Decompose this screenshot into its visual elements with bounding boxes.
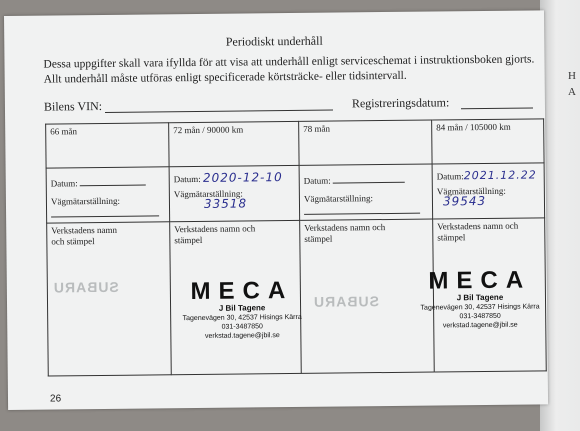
workshop-stamp-2	[177, 276, 308, 341]
faint-stamp-right	[312, 293, 423, 310]
vin-label: Bilens VIN:	[43, 98, 103, 114]
right-page-letter-1: H	[568, 70, 576, 82]
header-row	[46, 119, 544, 168]
handwritten-odometer-4: 39543	[442, 193, 487, 209]
registration-date-label: Registreringsdatum:	[351, 95, 450, 111]
stamp-address-4: Tagenevägen 30, 42537 Hisings Kärra	[420, 303, 540, 312]
odometer-label-1: Vägmätarställning:	[50, 195, 120, 207]
odometer-label-4: Vägmätarställning:	[436, 185, 506, 197]
odometer-label-2: Vägmätarställning:	[173, 188, 243, 200]
page-title: Periodiskt underhåll	[225, 33, 323, 49]
workshop-cell-1	[47, 222, 172, 376]
stamp-address-2: Tagenevägen 30, 42537 Hisings Kärra	[182, 313, 302, 323]
column-header-1: 66 mån	[46, 123, 169, 168]
column-header-2: 72 mån / 90000 km	[169, 121, 299, 166]
workshop-label-1: Verkstadens namn och stämpel	[51, 224, 118, 247]
date-label-2: Datum:	[173, 173, 201, 185]
faint-stamp-brand-left: SUBARU	[52, 278, 119, 296]
registration-date-line	[461, 107, 533, 109]
workshop-stamp-4	[420, 268, 541, 330]
stamp-email-2: verkstad.tagene@jbil.se	[204, 332, 280, 340]
date-cell-3	[299, 164, 433, 220]
meca-logo-2: MECA	[190, 276, 294, 306]
odometer-label-3: Vägmätarställning:	[303, 193, 373, 204]
date-cell-1	[46, 167, 170, 223]
booklet-page	[4, 10, 548, 410]
intro-line-2: Allt underhåll måste utföras enligt specificerade körtsträcke- eller tidsintervall.	[43, 69, 407, 86]
vin-line	[105, 110, 333, 113]
date-odometer-row	[46, 163, 545, 223]
workshop-label-4: Verkstadens namn och stämpel	[437, 220, 519, 243]
stamp-phone-4: 031-3487850	[459, 312, 501, 321]
handwritten-date-2: 2020-12-10	[202, 170, 283, 185]
column-header-3: 78 mån	[299, 120, 432, 165]
workshop-label-3: Verkstadens namn och stämpel	[304, 222, 386, 244]
column-header-4: 84 mån / 105000 km	[432, 119, 544, 164]
date-cell-4	[432, 163, 545, 219]
stamp-email-4: verkstad.tagene@jbil.se	[442, 321, 518, 330]
handwritten-odometer-2: 33518	[203, 196, 248, 211]
stamp-phone-2: 031-3487850	[221, 323, 263, 331]
faint-stamp-brand-right: SUBARU	[312, 293, 379, 310]
date-label-1: Datum:	[50, 178, 78, 189]
faint-stamp-left	[52, 278, 163, 296]
date-label-3: Datum:	[303, 175, 331, 186]
intro-line-1: Dessa uppgifter skall vara ifyllda för att visa att underhåll enligt serviceschemat i instruktionsboken gjorts.	[43, 53, 535, 71]
page-number: 26	[49, 393, 62, 405]
right-page-letter-2: A	[568, 86, 576, 98]
meca-logo-4: MECA	[428, 266, 532, 295]
workshop-label-2: Verkstadens namn och stämpel	[174, 223, 256, 246]
date-cell-2	[169, 165, 300, 221]
handwritten-date-4: 2021.12.22	[463, 168, 537, 183]
date-label-4: Datum:	[436, 171, 464, 182]
stamp-name-2: J Bil Tagene	[218, 303, 266, 313]
stamp-name-4: J Bil Tagene	[456, 292, 504, 303]
